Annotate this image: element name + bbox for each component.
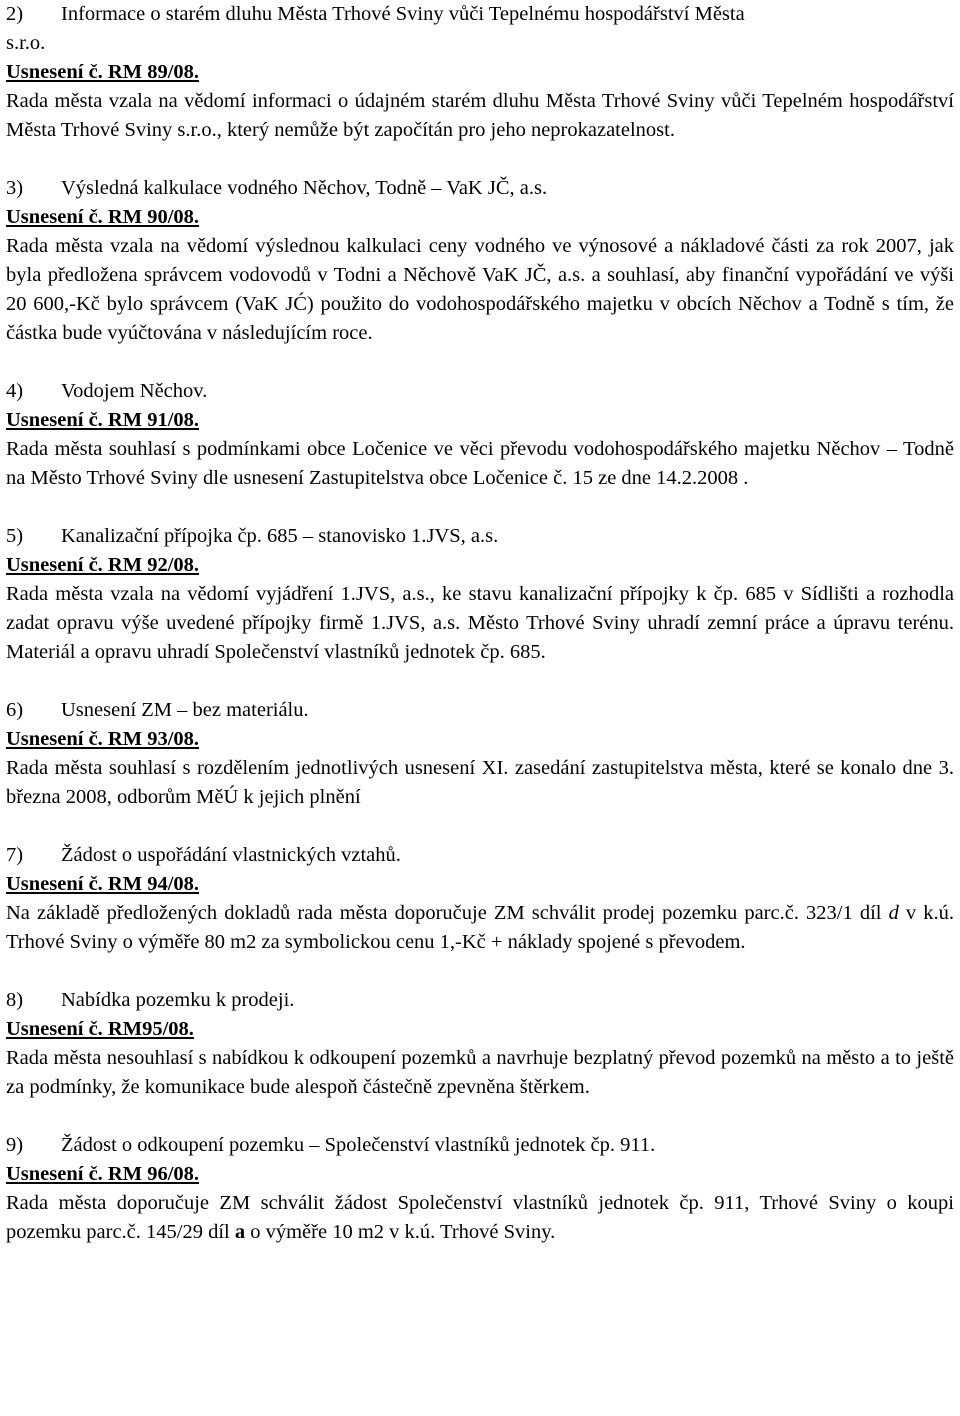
section-8 bbox=[6, 986, 954, 1102]
resolution-text: Rada města souhlasí s podmínkami obce Ločenice ve věci převodu vodohospodářského majetku Něchov – Todně na Město Trhové Sviny dle usnesení Zastupitelstva obce Ločenice č. 15 ze dne 14.2.2008 . bbox=[6, 438, 954, 489]
section-number: 2) bbox=[6, 3, 24, 25]
section-title: Žádost o odkoupení pozemku – Společenství vlastníků jednotek čp. 911. bbox=[61, 1134, 656, 1156]
section-number: 7) bbox=[6, 844, 24, 866]
spacer bbox=[6, 1102, 954, 1131]
section-number: 8) bbox=[6, 989, 24, 1011]
resolution-number: Usnesení č. RM 94/08. bbox=[6, 873, 200, 895]
resolution-number: Usnesení č. RM 90/08. bbox=[6, 206, 200, 228]
section-number: 5) bbox=[6, 525, 24, 547]
section-5 bbox=[6, 522, 954, 667]
resolution-text-part: Rada města doporučuje ZM schválit žádost Společenství vlastníků jednotek čp. 911, Trhové Sviny o koupi pozemku parc.č. 145/29 díl bbox=[6, 1192, 954, 1243]
resolution-text bbox=[6, 1189, 954, 1247]
section-heading bbox=[6, 0, 954, 29]
resolution-text: Rada města souhlasí s rozdělením jednotlivých usnesení XI. zasedání zastupitelstva města, které se konalo dne 3. března 2008, odborům MěÚ k jejich plnění bbox=[6, 757, 954, 808]
spacer bbox=[6, 348, 954, 377]
resolution-text bbox=[6, 899, 954, 957]
section-title: Výsledná kalkulace vodného Něchov, Todně – VaK JČ, a.s. bbox=[61, 177, 548, 199]
section-heading bbox=[6, 377, 954, 406]
resolution-text: Rada města vzala na vědomí vyjádření 1.JVS, a.s., ke stavu kanalizační přípojky k čp. 685 v Sídlišti a rozhodla zadat opravu výše uvedené přípojky firmě 1.JVS, a.s. Město Trhové Sviny uhradí zemní práce a úpravu terénu. Materiál a opravu uhradí Společenství vlastníků jednotek čp. 685. bbox=[6, 583, 954, 663]
section-heading bbox=[6, 522, 954, 551]
section-title-continuation: s.r.o. bbox=[6, 32, 46, 54]
section-heading bbox=[6, 696, 954, 725]
resolution-text: Rada města nesouhlasí s nabídkou k odkoupení pozemků a navrhuje bezplatný převod pozemků na město a to ještě za podmínky, že komunikace bude alespoň částečně zpevněna štěrkem. bbox=[6, 1047, 954, 1098]
spacer bbox=[6, 145, 954, 174]
section-heading bbox=[6, 986, 954, 1015]
section-7 bbox=[6, 841, 954, 957]
resolution-number: Usnesení č. RM 91/08. bbox=[6, 409, 200, 431]
section-title: Vodojem Něchov. bbox=[61, 380, 208, 402]
resolution-text: Rada města vzala na vědomí informaci o údajném starém dluhu Města Trhové Sviny vůči Tepelném hospodářství Města Trhové Sviny s.r.o., který nemůže být započítán pro jeho neprokazatelnost. bbox=[6, 90, 954, 141]
resolution-number: Usnesení č. RM 96/08. bbox=[6, 1163, 200, 1185]
section-title: Nabídka pozemku k prodeji. bbox=[61, 989, 295, 1011]
section-number: 4) bbox=[6, 380, 24, 402]
section-heading bbox=[6, 841, 954, 870]
resolution-number: Usnesení č. RM 89/08. bbox=[6, 61, 200, 83]
section-6 bbox=[6, 696, 954, 812]
spacer bbox=[6, 667, 954, 696]
resolution-number: Usnesení č. RM95/08. bbox=[6, 1018, 194, 1040]
section-2 bbox=[6, 0, 954, 145]
section-3 bbox=[6, 174, 954, 348]
section-title: Kanalizační přípojka čp. 685 – stanovisko 1.JVS, a.s. bbox=[61, 525, 499, 547]
section-title: Informace o starém dluhu Města Trhové Sviny vůči Tepelnému hospodářství Města bbox=[61, 3, 745, 25]
resolution-text-part: o výměře 10 m2 v k.ú. Trhové Sviny. bbox=[245, 1221, 556, 1243]
spacer bbox=[6, 493, 954, 522]
spacer bbox=[6, 957, 954, 986]
section-4 bbox=[6, 377, 954, 493]
section-heading bbox=[6, 1131, 954, 1160]
resolution-text-part: v k.ú. Trhové Sviny o výměře 80 m2 za symbolickou cenu 1,-Kč + náklady spojené s převodem. bbox=[6, 902, 954, 953]
resolution-text-part: Na základě předložených dokladů rada města doporučuje ZM schválit prodej pozemku parc.č. 323/1 díl bbox=[6, 902, 889, 924]
resolution-number: Usnesení č. RM 93/08. bbox=[6, 728, 200, 750]
section-title: Žádost o uspořádání vlastnických vztahů. bbox=[61, 844, 401, 866]
resolution-text-bold: a bbox=[234, 1221, 246, 1243]
section-9 bbox=[6, 1131, 954, 1247]
spacer bbox=[6, 812, 954, 841]
section-number: 9) bbox=[6, 1134, 24, 1156]
resolution-number: Usnesení č. RM 92/08. bbox=[6, 554, 200, 576]
section-title: Usnesení ZM – bez materiálu. bbox=[61, 699, 309, 721]
section-number: 6) bbox=[6, 699, 24, 721]
resolution-text: Rada města vzala na vědomí výslednou kalkulaci ceny vodného ve výnosové a nákladové části za rok 2007, jak byla předložena správcem vodovodů v Todni a Něchově VaK JČ, a.s. a souhlasí, aby finanční vypořádání ve výši 20 600,-Kč bylo správcem (VaK JĆ) použito do vodohospodářského majetku v obcích Něchov a Todně s tím, že částka bude vyúčtována v následujícím roce. bbox=[6, 235, 954, 344]
section-heading bbox=[6, 174, 954, 203]
resolution-text-italic: d bbox=[888, 902, 899, 924]
section-number: 3) bbox=[6, 177, 24, 199]
